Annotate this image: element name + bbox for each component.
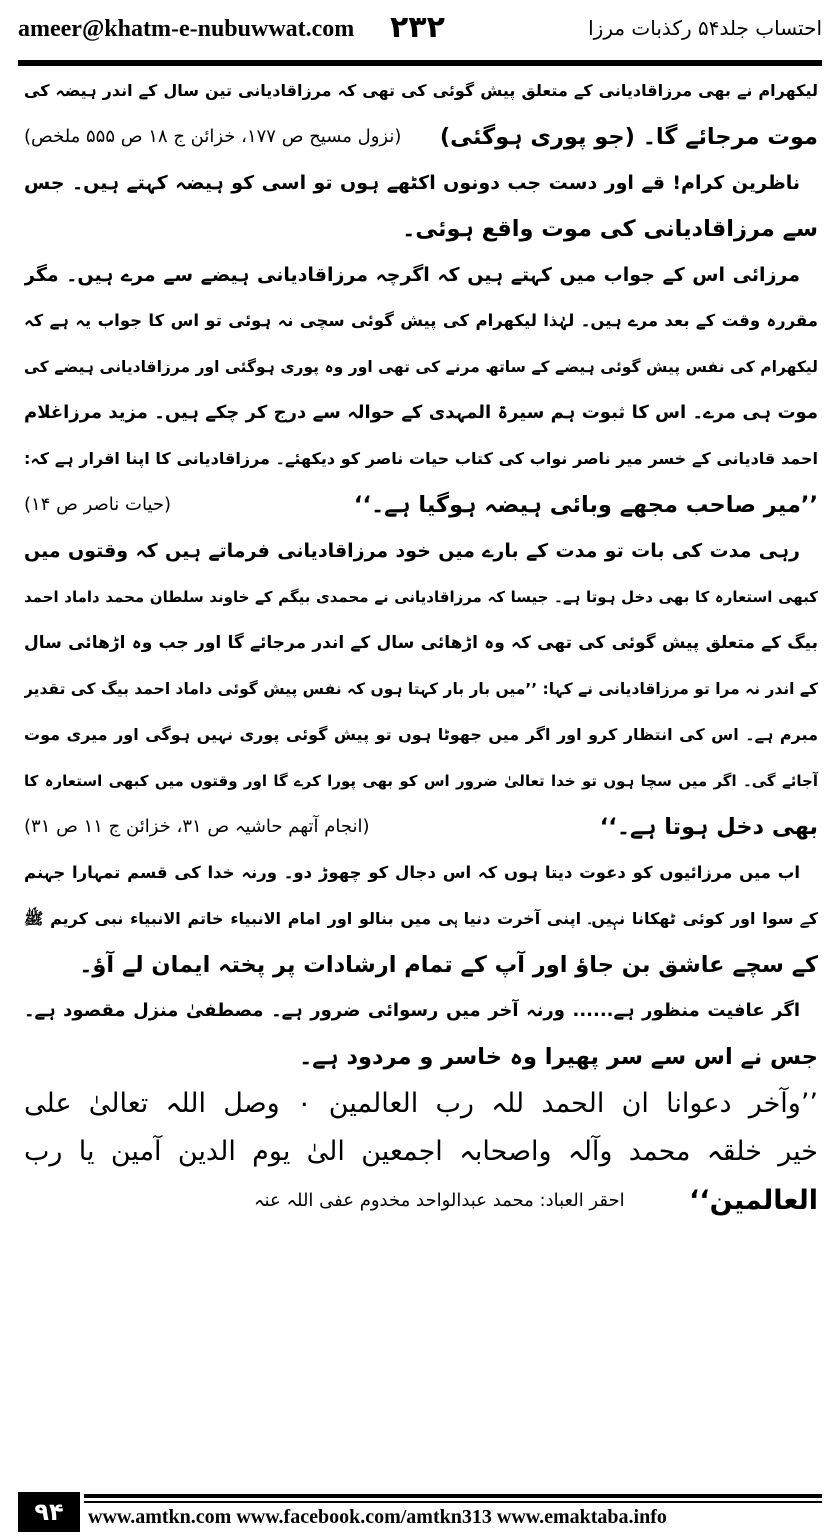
- text-line: کبھی استعارہ کا بھی دخل ہوتا ہے۔ جیسا کہ مرزاقادیانی نے محمدی بیگم کے خاوند سلطان محمد داماد احمد: [24, 588, 818, 606]
- header-email[interactable]: ameer@khatm-e-nubuwwat.com: [18, 16, 355, 42]
- text-line: کے اندر نہ مرا تو مرزاقادیانی نے کہا: ’’میں بار بار کہتا ہوں کہ نفس پیش گوئی داماد احمد بیگ کی تقدیر: [24, 680, 818, 698]
- page-footer: [18, 1486, 822, 1536]
- text-fragment: بھی دخل ہوتا ہے۔‘‘: [599, 814, 818, 840]
- citation: (نزول مسیح ص ۱۷۷، خزائن ج ۱۸ ص ۵۵۵ ملخص): [24, 126, 402, 147]
- text-line: احمد قادیانی کے خسر میر ناصر نواب کی کتاب حیات ناصر کو دیکھئے۔ مرزاقادیانی کا اپنا اقرار ہے کہ:: [24, 449, 818, 468]
- text-line: اب میں مرزائیوں کو دعوت دیتا ہوں کہ اس دجال کو چھوڑ دو۔ ورنہ خدا کی قسم تمہارا جہنم: [24, 863, 800, 882]
- closing-line: خیر خلقہ محمد وآلہ واصحابہ اجمعین الیٰ یوم الدین آمین یا رب: [24, 1136, 818, 1167]
- page-body: [24, 68, 818, 1224]
- text-line: مبرم ہے۔ اس کی انتظار کرو اور اگر میں جھوٹا ہوں تو پیش گوئی پوری نہیں ہوگی اور میری موت: [24, 725, 818, 744]
- text-fragment: موت مرجائے گا۔ (جو پوری ہوگئی): [439, 124, 818, 150]
- text-line: ناظرین کرام! قے اور دست جب دونوں اکٹھے ہوں تو اسی کو ہیضہ کہتے ہیں۔ جس: [24, 172, 800, 194]
- closing-line: ’’وآخر دعوانا ان الحمد للہ رب العالمین ۰ وصل اللہ تعالیٰ علی: [24, 1088, 819, 1119]
- text-line: موت ہی مرے۔ اس کا ثبوت ہم سیرۃ المہدی کے حوالہ سے درج کر چکے ہیں۔ مزید مرزاغلام: [24, 402, 818, 423]
- quote: ’’میر صاحب مجھے وبائی ہیضہ ہوگیا ہے۔‘‘: [353, 492, 818, 518]
- text-line: مرزائی اس کے جواب میں کہتے ہیں کہ اگرچہ مرزاقادیانی ہیضے سے مرے ہیں۔ مگر: [24, 264, 800, 286]
- footer-links[interactable]: www.amtkn.com www.facebook.com/amtkn313 www.emaktaba.info: [88, 1506, 667, 1528]
- header-title: احتساب جلد۵۴ رکذبات مرزا: [588, 16, 822, 40]
- text-line: کے سوا اور کوئی ٹھکانا نہیں۔ اپنی آخرت دنیا ہی میں بنالو اور امام الانبیاء خاتم الانبیاء نبی کریم ﷺ: [24, 909, 818, 928]
- footer-rule-thin: [84, 1501, 822, 1503]
- text-line: [24, 482, 818, 528]
- citation: (حیات ناصر ص ۱۴): [24, 494, 172, 515]
- text-line: کے سچے عاشق بن جاؤ اور آپ کے تمام ارشادات پر پختہ ایمان لے آؤ۔: [79, 952, 818, 978]
- text-line: اگر عافیت منظور ہے...... ورنہ آخر میں رسوائی ضرور ہے۔ مصطفیٰ منزل مقصود ہے۔: [24, 1000, 800, 1021]
- closing-word: العالمین‘‘: [689, 1184, 818, 1216]
- text-line: لیکھرام کی نفس پیش گوئی ہیضے کے ساتھ مرنے کی تھی اور وہ پوری ہوگئی اور مرزاقادیانی ہیضے کی: [24, 358, 818, 376]
- citation: (انجام آتھم حاشیہ ص ۳۱، خزائن ج ۱۱ ص ۳۱): [24, 816, 370, 837]
- header-page-number: ۲۳۲: [390, 10, 445, 45]
- text-line: مقررہ وقت کے بعد مرے ہیں۔ لہٰذا لیکھرام کی پیش گوئی سچی نہ ہوئی تو اس کا جواب یہ ہے کہ: [24, 311, 818, 330]
- text-line: [24, 804, 818, 850]
- footer-page-number: ۹۴: [18, 1492, 80, 1532]
- page-header: [18, 10, 822, 58]
- text-line: لیکھرام نے بھی مرزاقادیانی کے متعلق پیش گوئی کی تھی کہ مرزاقادیانی تین سال کے اندر ہیضہ کی: [24, 81, 818, 100]
- text-line: رہی مدت کی بات تو مدت کے بارے میں خود مرزاقادیانی فرماتے ہیں کہ وقتوں میں: [24, 540, 800, 562]
- footer-rule: [84, 1494, 822, 1498]
- text-line: آجائے گی۔ اگر میں سچا ہوں تو خدا تعالیٰ ضرور اس کو بھی پورا کرے گا اور وقتوں میں کبھی استعارہ کا: [24, 772, 818, 790]
- text-line: جس نے اس سے سر پھیرا وہ خاسر و مردود ہے۔: [299, 1044, 818, 1070]
- header-rule: [18, 60, 822, 66]
- text-line: سے مرزاقادیانی کی موت واقع ہوئی۔: [402, 216, 818, 242]
- closing-final-line: [24, 1176, 818, 1224]
- signature: احقر العباد: محمد عبدالواحد مخدوم عفی اللہ عنہ: [254, 1189, 625, 1211]
- text-line: بیگ کے متعلق پیش گوئی کی تھی کہ وہ اڑھائی سال کے اندر مرجائے گا اور جب وہ اڑھائی سال: [24, 633, 818, 653]
- text-line: [24, 114, 818, 160]
